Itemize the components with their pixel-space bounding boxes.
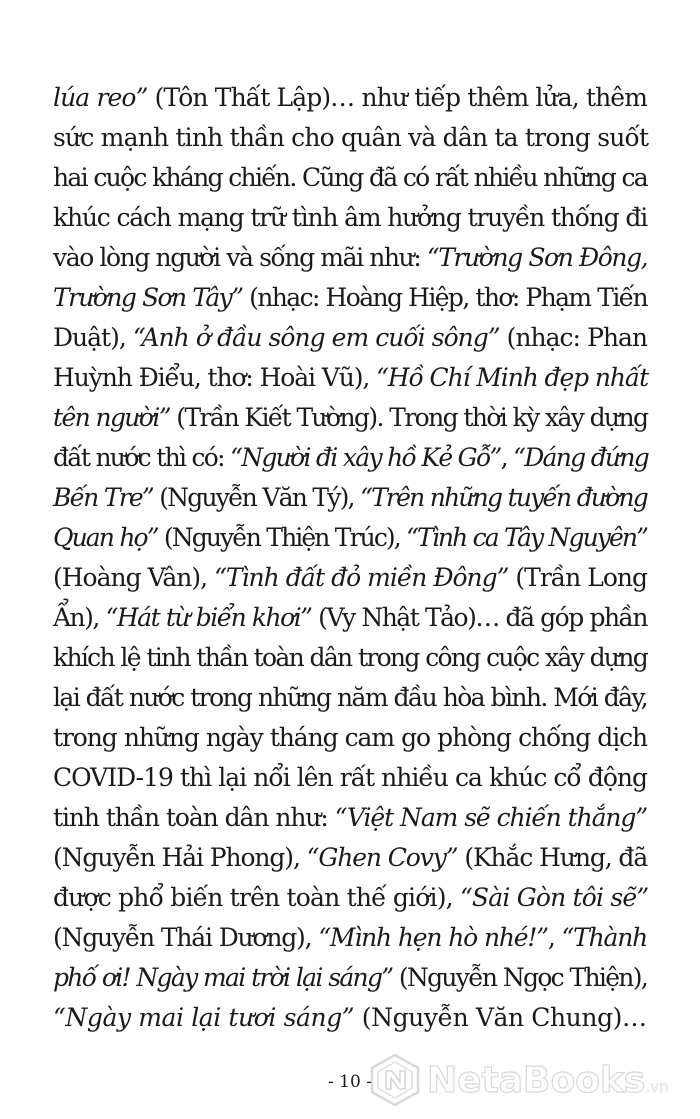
text-line: [53, 358, 647, 398]
watermark-suffix: .vn: [645, 1078, 669, 1096]
text-line: [53, 958, 647, 998]
body-text-run: vào lòng người và sống mãi như:: [53, 243, 427, 272]
text-line: [53, 758, 647, 798]
song-title-text: “Hồ Chí Minh đẹp nhất: [376, 363, 649, 392]
body-text-run: (Vy Nhật Tảo)… đã góp phần: [311, 603, 647, 632]
body-text: [53, 78, 647, 1038]
song-title-text: “Trường Sơn Đông,: [426, 243, 648, 272]
song-title-text: “Ghen Covy”: [306, 843, 458, 872]
song-title-text: Bến Tre”: [53, 483, 153, 512]
body-text-run: tinh thần toàn dân như:: [53, 803, 335, 832]
song-title-text: “Thành: [561, 923, 648, 952]
text-line: [53, 558, 647, 598]
body-text-run: (Nguyễn Hải Phong),: [53, 843, 307, 872]
song-title-text: Trường Sơn Tây”: [53, 283, 243, 312]
song-title-text: Quan họ”: [53, 523, 158, 552]
body-text-run: (Hoàng Vân),: [53, 563, 215, 592]
body-text-run: sức mạnh tinh thần cho quân và dân ta trong suốt: [53, 123, 649, 152]
song-title-text: “Tình ca Tây Nguyên”: [406, 523, 647, 552]
text-line: [53, 438, 647, 478]
body-text-run: (nhạc: Hoàng Hiệp, thơ: Phạm Tiến: [242, 283, 648, 312]
song-title-text: “Trên những tuyến đường: [360, 483, 647, 512]
text-line: [53, 638, 647, 678]
body-text-run: (nhạc: Phan: [499, 323, 648, 352]
text-line: [53, 878, 647, 918]
text-line: [53, 398, 647, 438]
netabooks-logo-icon: [367, 1052, 423, 1108]
text-line: [53, 118, 647, 158]
song-title-text: “Ngày mai lại tươi sáng”: [53, 1003, 355, 1032]
watermark-brand: NetaBooks: [427, 1059, 646, 1101]
body-text-run: khích lệ tinh thần toàn dân trong công cuộc xây dựng: [53, 643, 647, 672]
body-text-run: Huỳnh Điểu, thơ: Hoài Vũ),: [53, 363, 377, 392]
song-title-text: lúa reo”: [53, 83, 148, 112]
text-line: [53, 318, 647, 358]
body-text-run: Duật),: [53, 323, 133, 352]
song-title-text: “Việt Nam sẽ chiến thắng”: [334, 803, 647, 832]
text-line: [53, 598, 647, 638]
text-line: [53, 998, 647, 1038]
song-title-text: phố ơi! Ngày mai trời lại sáng”: [53, 963, 393, 992]
text-line: [53, 838, 647, 878]
body-text-run: ,: [547, 923, 562, 952]
body-text-run: đất nước thì có:: [53, 443, 231, 472]
body-text-run: lại đất nước trong những năm đầu hòa bình. Mới đây,: [53, 683, 647, 712]
text-line: [53, 918, 647, 958]
body-text-run: (Nguyễn Văn Tý),: [152, 483, 361, 512]
body-text-run: (Khắc Hưng, đã: [457, 843, 648, 872]
watermark: [367, 1052, 668, 1108]
song-title-text: “Người đi xây hồ Kẻ Gỗ”: [230, 443, 501, 472]
song-title-text: tên người”: [53, 403, 170, 432]
text-line: [53, 238, 647, 278]
song-title-text: “Dáng đứng: [513, 443, 649, 472]
song-title-text: “Anh ở đầu sông em cuối sông”: [132, 323, 500, 352]
body-text-run: được phổ biến trên toàn thế giới),: [53, 883, 460, 912]
song-title-text: “Hát từ biển khơi”: [105, 603, 312, 632]
body-text-run: khúc cách mạng trữ tình âm hưởng truyền thống đi: [53, 203, 647, 232]
body-text-run: (Nguyễn Thái Dương),: [53, 923, 319, 952]
song-title-text: “Sài Gòn tôi sẽ”: [459, 883, 649, 912]
body-text-run: hai cuộc kháng chiến. Cũng đã có rất nhiều những ca: [53, 163, 647, 192]
body-text-run: (Nguyễn Ngọc Thiện),: [392, 963, 647, 992]
body-text-run: Ẩn),: [53, 603, 106, 632]
body-text-run: ,: [500, 443, 514, 472]
body-text-run: trong những ngày tháng cam go phòng chống dịch: [53, 723, 647, 752]
page-number: - 10 -: [328, 1072, 372, 1092]
body-text-run: COVID-19 thì lại nổi lên rất nhiều ca khúc cổ động: [53, 763, 647, 792]
text-line: [53, 798, 647, 838]
text-line: [53, 518, 647, 558]
text-line: [53, 278, 647, 318]
body-text-run: (Nguyễn Văn Chung)…: [354, 1003, 647, 1032]
text-line: [53, 78, 647, 118]
text-line: [53, 718, 647, 758]
text-line: [53, 478, 647, 518]
song-title-text: “Tình đất đỏ miền Đông”: [214, 563, 509, 592]
text-line: [53, 158, 647, 198]
body-text-run: (Trần Long: [508, 563, 647, 592]
body-text-run: (Nguyễn Thiện Trúc),: [157, 523, 407, 552]
text-line: [53, 678, 647, 718]
song-title-text: “Mình hẹn hò nhé!”: [318, 923, 548, 952]
text-line: [53, 198, 647, 238]
body-text-run: (Tôn Thất Lập)… như tiếp thêm lửa, thêm: [147, 83, 647, 112]
body-text-run: (Trần Kiết Tường). Trong thời kỳ xây dựng: [169, 403, 648, 432]
